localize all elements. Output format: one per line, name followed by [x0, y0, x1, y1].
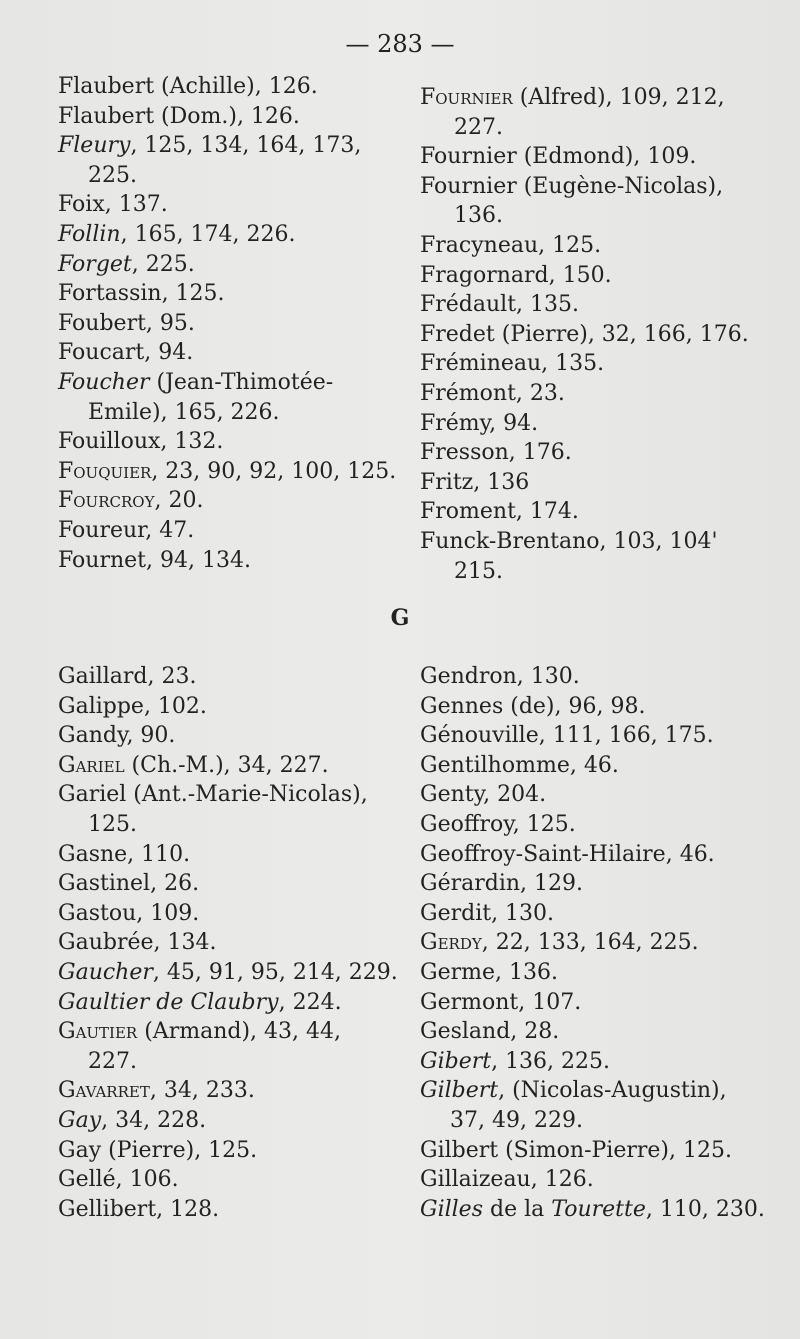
entry-text: Flaubert (Achille), 126.: [58, 74, 318, 99]
entry-continuation: 125.: [88, 811, 137, 837]
entry-text: Frémont, 23.: [420, 380, 565, 406]
index-entry: [58, 751, 398, 781]
index-entry: [58, 958, 398, 988]
entry-name: Gavarret: [58, 1078, 150, 1104]
index-entry: [420, 290, 780, 320]
entry-text: Fredet (Pierre), 32, 166, 176.: [420, 321, 749, 347]
index-entry: [58, 840, 398, 870]
index-entry: [420, 928, 780, 958]
entry-text: Fritz, 136: [420, 469, 530, 495]
index-entry: [58, 899, 398, 929]
entry-text: Gasne, 110.: [58, 841, 191, 867]
entry-name: Follin: [58, 221, 121, 247]
entry-line: [58, 370, 333, 395]
index-entry: [420, 83, 780, 142]
index-entry: [420, 349, 780, 379]
index-column-bottom-left: [58, 662, 398, 1224]
entry-text: Foix, 137.: [58, 192, 168, 218]
index-entry: [420, 261, 780, 291]
entry-text: Fragornard, 150.: [420, 262, 612, 288]
entry-text: Frémy, 94.: [420, 410, 539, 436]
entry-line: [58, 488, 203, 513]
entry-references: , 165, 174, 226.: [120, 221, 296, 247]
index-entry: [420, 840, 780, 870]
entry-references: , 136, 225.: [491, 1048, 611, 1074]
entry-text: Gendron, 130.: [420, 664, 580, 689]
entry-references: , 125, 134, 164, 173,: [130, 133, 362, 159]
entry-references: , 225.: [131, 251, 195, 277]
entry-text: Frémineau, 135.: [420, 351, 605, 377]
entry-continuation: Emile), 165, 226.: [88, 399, 280, 425]
entry-line: [58, 1019, 341, 1044]
entry-text: Geoffroy-Saint-Hilaire, 46.: [420, 841, 715, 867]
index-entry: [420, 810, 780, 840]
entry-line: [58, 222, 296, 247]
entry-references: , 45, 91, 95, 214, 229.: [152, 959, 398, 985]
entry-references: , 20.: [154, 488, 204, 514]
entry-text: Gaillard, 23.: [58, 664, 197, 689]
entry-continuation: 37, 49, 229.: [450, 1107, 583, 1133]
entry-continuation: 227.: [454, 114, 503, 140]
index-entry: [58, 516, 398, 546]
entry-references: , 34, 233.: [149, 1078, 255, 1104]
index-entry: [420, 1047, 780, 1077]
entry-references: , 34, 228.: [101, 1107, 207, 1133]
entry-line: [420, 85, 725, 110]
entry-text: Gay (Pierre), 125.: [58, 1137, 258, 1163]
index-entry: [420, 1195, 780, 1225]
entry-name: Forget: [58, 251, 132, 277]
entry-text: Gilbert (Simon-Pierre), 125.: [420, 1137, 732, 1163]
entry-text: Gastou, 109.: [58, 900, 200, 926]
index-entry: [420, 1017, 780, 1047]
entry-name: Gay: [58, 1107, 102, 1133]
index-entry: [58, 1165, 398, 1195]
index-entry: [420, 527, 780, 586]
index-entry: [420, 662, 780, 692]
entry-text: Germont, 107.: [420, 989, 582, 1015]
entry-text: Froment, 174.: [420, 499, 579, 525]
index-column-top-left: [58, 72, 398, 575]
entry-references: (Jean-Thimotée-: [149, 369, 334, 395]
entry-text: Flaubert (Dom.), 126.: [58, 103, 300, 129]
index-entry: [58, 72, 398, 102]
entry-text: Gaubrée, 134.: [58, 930, 217, 956]
entry-line: [420, 930, 699, 955]
index-entry: [58, 1106, 398, 1136]
entry-name: Fourcroy: [58, 488, 155, 514]
entry-text: Gariel (Ant.-Marie-Nicolas),: [58, 782, 368, 808]
index-entry: [58, 1195, 398, 1225]
index-entry: [420, 751, 780, 781]
index-entry: [420, 780, 780, 810]
index-entry: [420, 958, 780, 988]
index-entry: [58, 427, 398, 457]
entry-references: (Ch.-M.), 34, 227.: [124, 752, 329, 778]
index-entry: [58, 721, 398, 751]
entry-text: Gillaizeau, 126.: [420, 1167, 594, 1193]
entry-text: Gérardin, 129.: [420, 871, 584, 897]
index-entry: [58, 250, 398, 280]
index-entry: [58, 869, 398, 899]
entry-text: Gellé, 106.: [58, 1167, 179, 1193]
entry-references: , (Nicolas-Augustin),: [498, 1078, 727, 1104]
entry-text: Gandy, 90.: [58, 723, 176, 749]
index-entry: [58, 692, 398, 722]
index-entry: [420, 1136, 780, 1166]
entry-references: , 224.: [278, 989, 342, 1015]
entry-text: Fournier (Eugène-Nicolas),: [420, 173, 724, 199]
entry-text: Gesland, 28.: [420, 1019, 560, 1045]
section-letter-heading: G: [390, 605, 410, 631]
entry-name: Gilbert: [420, 1078, 499, 1104]
entry-text: Fournet, 94, 134.: [58, 547, 251, 573]
entry-text: Fresson, 176.: [420, 440, 572, 466]
index-entry: [420, 320, 780, 350]
index-column-top-right: [420, 83, 780, 586]
index-entry: [420, 899, 780, 929]
entry-continuation: 227.: [88, 1048, 137, 1074]
entry-line: [58, 753, 329, 778]
entry-text: Génouville, 111, 166, 175.: [420, 723, 714, 749]
index-entry: [58, 220, 398, 250]
entry-name: Gaultier de Claubry: [58, 989, 279, 1015]
entry-text: Genty, 204.: [420, 782, 547, 808]
index-entry: [420, 869, 780, 899]
index-entry: [420, 692, 780, 722]
entry-name: Gautier: [58, 1019, 138, 1045]
entry-text: Gerdit, 130.: [420, 900, 555, 926]
index-entry: [58, 1076, 398, 1106]
entry-name: Foucher: [58, 369, 150, 395]
index-entry: [420, 142, 780, 172]
index-entry: [58, 486, 398, 516]
entry-line: [58, 1108, 206, 1133]
entry-continuation: 136.: [454, 203, 503, 229]
entry-line: [58, 459, 396, 484]
entry-continuation: 225.: [88, 162, 137, 188]
entry-text: Frédault, 135.: [420, 292, 580, 318]
index-column-bottom-right: [420, 662, 780, 1224]
entry-references: (Armand), 43, 44,: [137, 1019, 341, 1045]
entry-text: Fracyneau, 125.: [420, 232, 602, 258]
index-entry: [420, 379, 780, 409]
index-entry: [420, 468, 780, 498]
index-entry: [58, 928, 398, 958]
index-entry: [58, 1136, 398, 1166]
index-entry: [58, 368, 398, 427]
index-entry: [58, 309, 398, 339]
index-entry: [58, 131, 398, 190]
index-entry: [58, 457, 398, 487]
entry-line: [420, 1049, 610, 1074]
entry-name: Fournier: [420, 85, 513, 110]
entry-name: Gaucher: [58, 959, 153, 985]
index-entry: [58, 780, 398, 839]
index-entry: [58, 190, 398, 220]
entry-text: Funck-Brentano, 103, 104': [420, 528, 718, 554]
entry-references: (Alfred), 109, 212,: [512, 85, 725, 110]
entry-text: Gennes (de), 96, 98.: [420, 693, 646, 719]
entry-references: , 110, 230.: [645, 1196, 765, 1222]
index-entry: [58, 1017, 398, 1076]
entry-name: Fleury: [58, 133, 131, 159]
entry-name: Gerdy: [420, 930, 482, 956]
page-number: — 283 —: [345, 30, 455, 58]
entry-name: Tourette: [551, 1196, 646, 1222]
entry-line: [420, 1197, 765, 1222]
index-entry: [420, 1165, 780, 1195]
entry-text: Foubert, 95.: [58, 310, 195, 336]
entry-name: Gibert: [420, 1048, 492, 1074]
index-entry: [420, 988, 780, 1018]
entry-line: [58, 960, 398, 985]
index-entry: [58, 546, 398, 576]
entry-name: Fouquier: [58, 458, 152, 484]
index-entry: [58, 102, 398, 132]
index-entry: [420, 438, 780, 468]
entry-text: Gastinel, 26.: [58, 871, 200, 897]
entry-text: Foureur, 47.: [58, 517, 195, 543]
entry-references: , 22, 133, 164, 225.: [481, 930, 699, 956]
entry-line: [58, 1078, 255, 1103]
index-entry: [420, 172, 780, 231]
entry-name: Gilles: [420, 1196, 483, 1222]
entry-line: [58, 252, 195, 277]
index-entry: [420, 1076, 780, 1135]
entry-line: [58, 133, 361, 158]
entry-text: Germe, 136.: [420, 959, 558, 985]
index-entry: [58, 279, 398, 309]
entry-text: Gentilhomme, 46.: [420, 752, 619, 778]
entry-text: Fouilloux, 132.: [58, 429, 224, 455]
entry-text: Fournier (Edmond), 109.: [420, 144, 697, 170]
entry-text: Galippe, 102.: [58, 693, 207, 719]
entry-line: [58, 990, 342, 1015]
index-entry: [420, 497, 780, 527]
index-entry: [58, 662, 398, 692]
index-entry: [58, 338, 398, 368]
entry-references: , 23, 90, 92, 100, 125.: [151, 458, 397, 484]
entry-name: Gariel: [58, 752, 125, 778]
index-entry: [420, 231, 780, 261]
entry-line: [420, 1078, 727, 1103]
index-entry: [58, 988, 398, 1018]
index-entry: [420, 721, 780, 751]
index-entry: [420, 409, 780, 439]
entry-text: Gellibert, 128.: [58, 1196, 220, 1222]
entry-text: Fortassin, 125.: [58, 281, 225, 307]
entry-text: Geoffroy, 125.: [420, 811, 576, 837]
entry-name-particle: de la: [483, 1196, 552, 1222]
entry-text: Foucart, 94.: [58, 340, 194, 366]
entry-continuation: 215.: [454, 558, 503, 584]
